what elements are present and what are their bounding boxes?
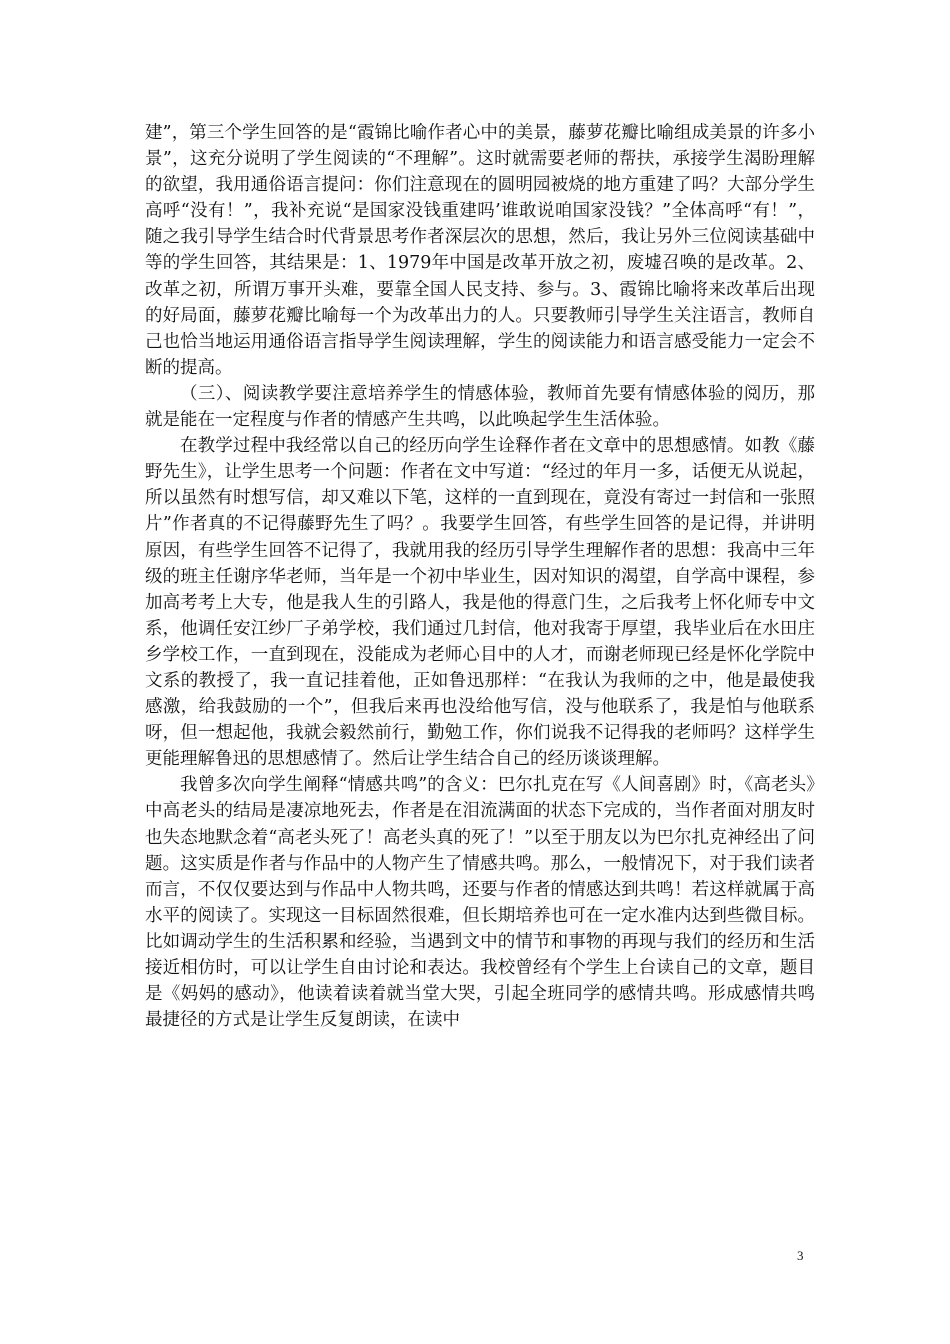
page-number: 3 — [797, 1248, 804, 1263]
paragraph-1: 建”，第三个学生回答的是“霞锦比喻作者心中的美景，藤萝花瓣比喻组成美景的许多小景”，这充分说明了学生阅读的“不理解”。这时就需要老师的帮扶，承接学生渴盼理解的欲望，我用通俗语言提问：你们注意现在的圆明园被烧的地方重建了吗？大部分学生高呼“没有！”，我补充说“是国家没钱重建吗’谁敢说咱国家没钱？”全体高呼“有！”，随之我引导学生结合时代背景思考作者深层次的思想，然后，我让另外三位阅读基础中等的学生回答，其结果是：1、1979年中国是改革开放之初，废墟召唤的是改革。2、改革之初，所谓万事开头难，要靠全国人民支持、参与。3、霞锦比喻将来改革后出现的好局面，藤萝花瓣比喻每一个为改革出力的人。只要教师引导学生关注语言，教师自己也恰当地运用通俗语言指导学生阅读理解，学生的阅读能力和语言感受能力一定会不断的提高。 — [145, 123, 815, 378]
paragraph-4: 我曾多次向学生阐释“情感共鸣”的含义：巴尔扎克在写《人间喜剧》时，《高老头》中高老头的结局是凄凉地死去，作者是在泪流满面的状态下完成的，当作者面对朋友时也失态地默念着“高老头死了！高老头真的死了！”以至于朋友以为巴尔扎克神经出了问题。这实质是作者与作品中的人物产生了情感共鸣。那么，一般情况下，对于我们读者而言，不仅仅要达到与作品中人物共鸣，还要与作者的情感达到共鸣！若这样就属于高水平的阅读了。实现这一目标固然很难，但长期培养也可在一定水准内达到些微目标。比如调动学生的生活积累和经验，当遇到文中的情节和事物的再现与我们的经历和生活接近相仿时，可以让学生自由讨论和表达。我校曾经有个学生上台读自己的文章，题目是《妈妈的感动》，他读着读着就当堂大哭，引起全班同学的感情共鸣。形成感情共鸣最捷径的方式是让学生反复朗读，在读中 — [145, 775, 815, 1031]
paragraph-2: （三）、阅读教学要注意培养学生的情感体验，教师首先要有情感体验的阅历，那就是能在一定程度与作者的情感产生共鸣，以此唤起学生生活体验。 — [145, 383, 815, 431]
paragraph-3: 在教学过程中我经常以自己的经历向学生诠释作者在文章中的思想感情。如教《藤野先生》，让学生思考一个问题：作者在文中写道：“经过的年月一多，话便无从说起，所以虽然有时想写信，却又难以下笔，这样的一直到现在，竟没有寄过一封信和一张照片”作者真的不记得藤野先生了吗？。我要学生回答，有些学生回答的是记得，并讲明原因，有些学生回答不记得了，我就用我的经历引导学生理解作者的思想：我高中三年级的班主任谢序华老师，当年是一个初中毕业生，因对知识的渴望，自学高中课程，参加高考考上大专，他是我人生的引路人，我是他的得意门生，之后我考上怀化师专中文系，他调任安江纱厂子弟学校，我们通过几封信，他对我寄于厚望，我毕业后在水田庄乡学校工作，一直到现在，没能成为老师心目中的人才，而谢老师现已经是怀化学院中文系的教授了，我一直记挂着他，正如鲁迅那样：“在我认为我师的之中，他是最使我感激，给我鼓励的一个”，但我后来再也没给他写信，没与他联系了，我是怕与他联系呀，但一想起他，我就会毅然前行，勤勉工作，你们说我不记得我的老师吗？这样学生更能理解鲁迅的思想感情了。然后让学生结合自己的经历谈谈理解。 — [145, 436, 815, 770]
document-body — [145, 120, 815, 1033]
